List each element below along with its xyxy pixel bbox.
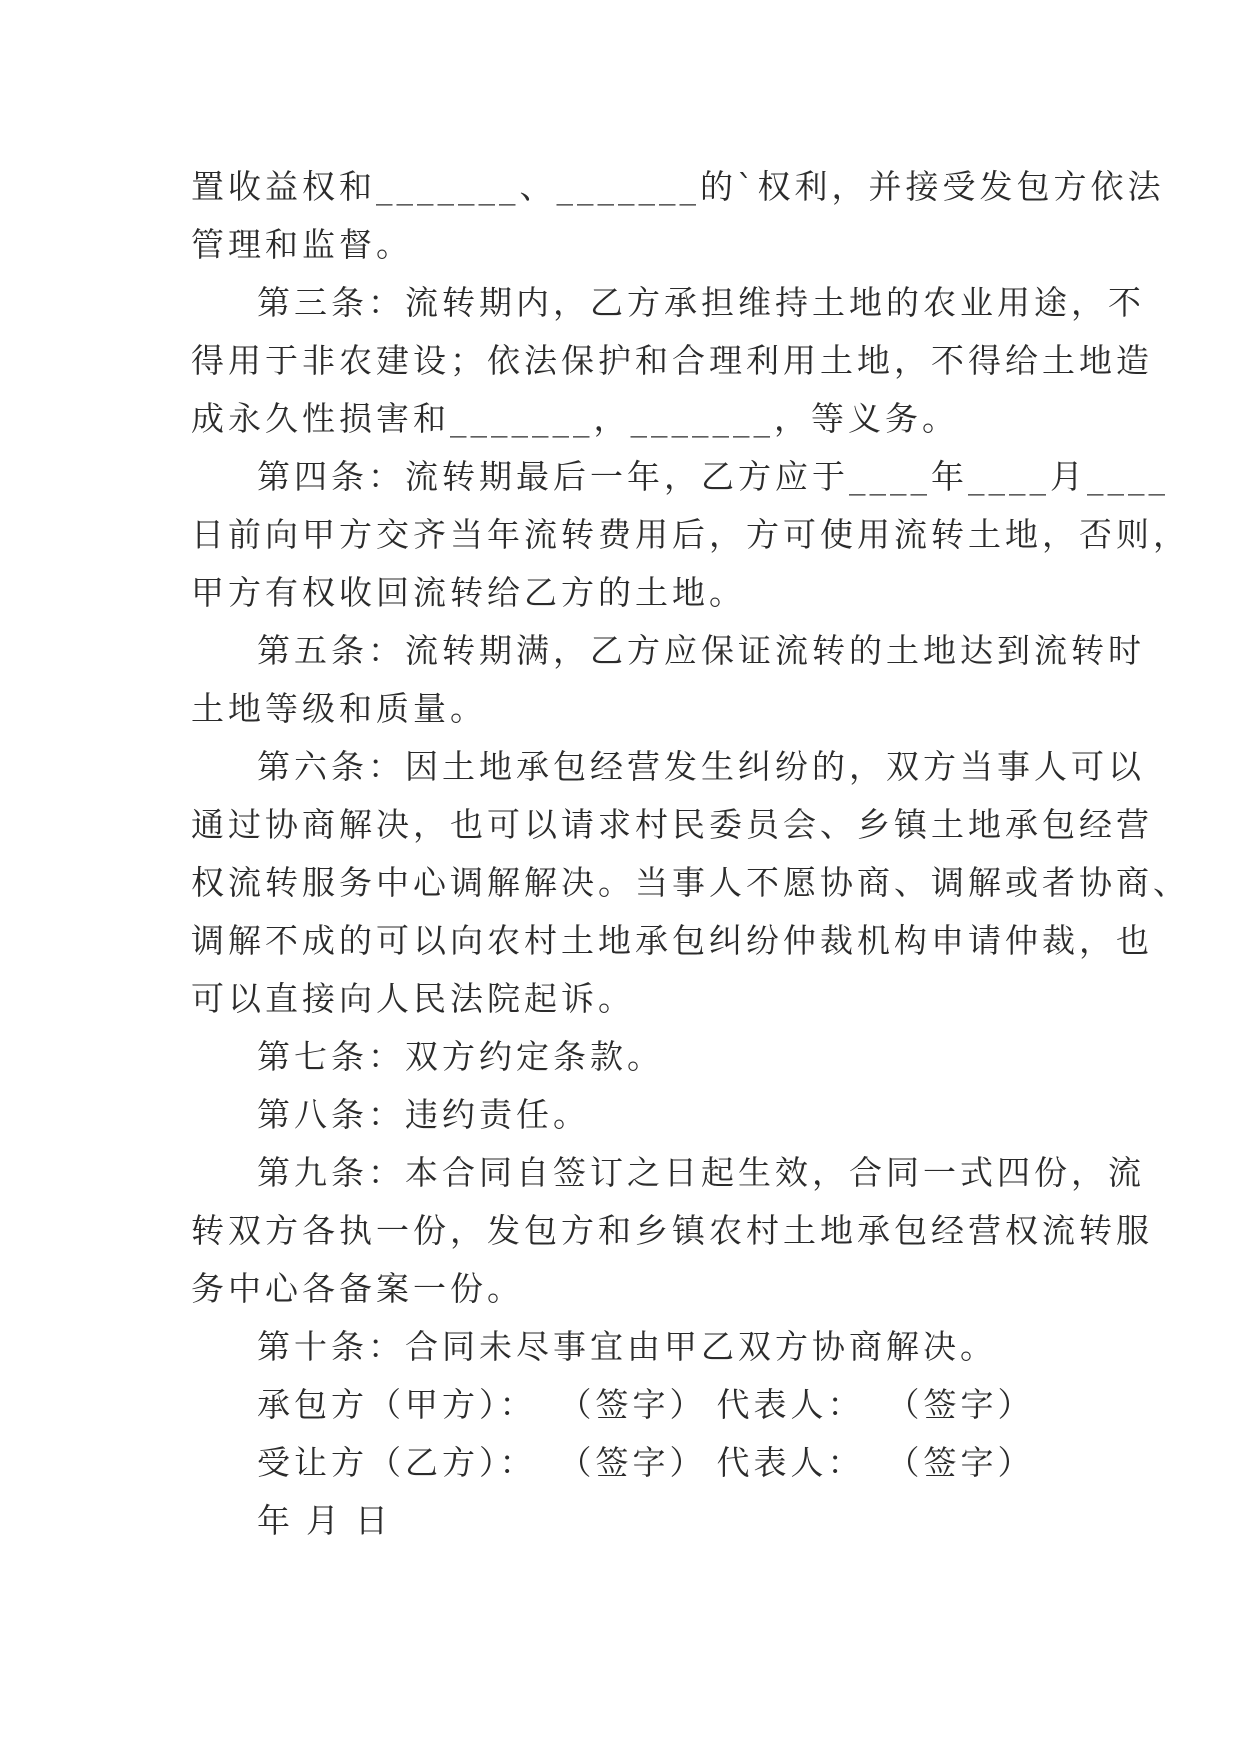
article-7-line: 第七条：双方约定条款。 [257, 1037, 664, 1076]
article-9-line: 务中心各备案一份。 [191, 1269, 524, 1308]
party-a-rep-sign: （签字） [886, 1385, 1035, 1424]
article-6-line: 权流转服务中心调解解决。当事人不愿协商、调解或者协商、 [191, 863, 1190, 902]
paragraph-line: 管理和监督。 [191, 225, 413, 264]
signature-party-a [191, 1376, 1051, 1434]
date-day: 日 [355, 1501, 392, 1540]
party-a-rep-label: 代表人： [716, 1385, 865, 1424]
article-4-line: 第四条：流转期最后一年，乙方应于____年____月____ [257, 457, 1169, 496]
article-8-line: 第八条：违约责任。 [257, 1095, 590, 1134]
article-6-line: 可以直接向人民法院起诉。 [191, 979, 635, 1018]
party-a-label: 承包方（甲方）： [257, 1385, 537, 1424]
party-a-sign: （签字） [558, 1385, 707, 1424]
article-6-line: 通过协商解决，也可以请求村民委员会、乡镇土地承包经营 [191, 805, 1153, 844]
date-year: 年 [257, 1501, 294, 1540]
paragraph-line: 置收益权和_______、_______的`权利，并接受发包方依法 [191, 167, 1165, 206]
article-4-line: 日前向甲方交齐当年流转费用后，方可使用流转土地，否则， [191, 515, 1190, 554]
party-b-sign: （签字） [558, 1443, 707, 1482]
party-b-label: 受让方（乙方）： [257, 1443, 537, 1482]
article-5-line: 第五条：流转期满，乙方应保证流转的土地达到流转时 [257, 631, 1145, 670]
article-3-line: 得用于非农建设；依法保护和合理利用土地，不得给土地造 [191, 341, 1153, 380]
article-4-line: 甲方有权收回流转给乙方的土地。 [191, 573, 746, 612]
article-5-line: 土地等级和质量。 [191, 689, 487, 728]
signature-party-b [191, 1434, 1051, 1492]
article-9-line: 第九条：本合同自签订之日起生效，合同一式四份，流 [257, 1153, 1145, 1192]
document-body [191, 158, 1190, 1550]
date-month: 月 [306, 1501, 343, 1540]
article-3-line: 成永久性损害和_______，_______，等义务。 [191, 399, 959, 438]
party-b-rep-label: 代表人： [716, 1443, 865, 1482]
date-line [191, 1492, 1051, 1550]
article-10-line: 第十条：合同未尽事宜由甲乙双方协商解决。 [257, 1327, 997, 1366]
article-3-line: 第三条：流转期内，乙方承担维持土地的农业用途，不 [257, 283, 1145, 322]
party-b-rep-sign: （签字） [886, 1443, 1035, 1482]
article-6-line: 调解不成的可以向农村土地承包纠纷仲裁机构申请仲裁，也 [191, 921, 1153, 960]
article-6-line: 第六条：因土地承包经营发生纠纷的，双方当事人可以 [257, 747, 1145, 786]
article-9-line: 转双方各执一份，发包方和乡镇农村土地承包经营权流转服 [191, 1211, 1153, 1250]
